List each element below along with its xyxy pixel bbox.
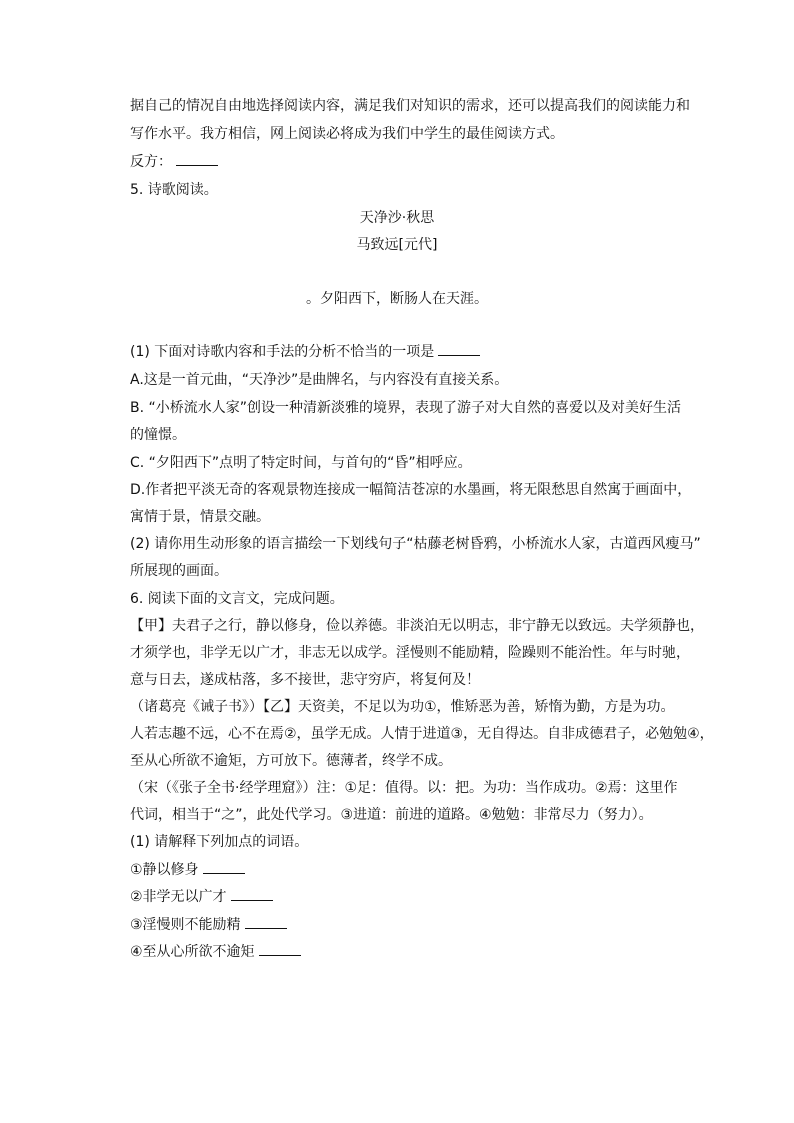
item-text: ②非学无以广才 (130, 889, 227, 905)
question-cont: 所展现的画面。 (130, 563, 228, 579)
passage-line: （诸葛亮《诫子书》）【乙】天资美，不足以为功①，惟矫恶为善，矫惰为勤，方是为功。 (130, 699, 675, 715)
option-d-cont: 寓情于景，情景交融。 (130, 509, 270, 525)
text-line: 据自己的情况自由地选择阅读内容，满足我们对知识的需求，还可以提高我们的阅读能力和 (130, 98, 690, 114)
passage-line: 【甲】夫君子之行，静以修身，俭以养德。非淡泊无以明志，非宁静无以致远。夫学须静也， (130, 618, 704, 634)
item-text: ①静以修身 (130, 862, 199, 878)
item (130, 888, 273, 906)
poem-author: 马致远[元代] (356, 237, 438, 253)
answer-label: 反方： (130, 154, 172, 170)
section-heading: 5. 诗歌阅读。 (130, 182, 218, 198)
section-heading: 6. 阅读下面的文言文，完成问题。 (130, 591, 344, 607)
text-line: 写作水平。我方相信，网上阅读必将成为我们中学生的最佳阅读方式。 (130, 126, 564, 142)
question (130, 343, 480, 361)
answer-blank (259, 943, 301, 956)
poem-line: 。夕阳西下，断肠人在天涯。 (306, 291, 488, 307)
question-text: (1) 下面对诗歌内容和手法的分析不恰当的一项是 (130, 344, 435, 360)
passage-line: 人若志趣不远，心不在焉②，虽学无成。人情于进道③，无自得达。自非成德君子，必勉勉④， (130, 726, 714, 742)
passage-line: 意与日去，遂成枯落，多不接世，悲守穷庐，将复何及！ (130, 672, 480, 688)
answer-blank (438, 343, 480, 356)
answer-blank (245, 916, 287, 929)
option-d: D.作者把平淡无奇的客观景物连接成一幅简洁苍凉的水墨画，将无限愁思自然寓于画面中， (130, 482, 692, 498)
item (130, 916, 287, 934)
option-b: B. “小桥流水人家”创设一种清新淡雅的境界，表现了游子对大自然的喜爱以及对美好生活 (130, 400, 682, 416)
answer-blank (231, 888, 273, 901)
item (130, 943, 301, 961)
question: (1) 请解释下列加点的词语。 (130, 834, 309, 850)
item-text: ④至从心所欲不逾矩 (130, 944, 255, 960)
item (130, 861, 245, 879)
option-c: C. “夕阳西下”点明了特定时间，与首句的“昏”相呼应。 (130, 455, 472, 471)
poem-title: 天净沙·秋思 (359, 210, 435, 226)
answer-blank (176, 153, 218, 166)
note-line: 代词，相当于“之”，此处代学习。③进道：前进的道路。④勉勉：非常尽力（努力）。 (130, 807, 653, 823)
option-b-cont: 的憧憬。 (130, 427, 186, 443)
option-a: A.这是一首元曲，“天净沙”是曲牌名，与内容没有直接关系。 (130, 372, 509, 388)
item-text: ③淫慢则不能励精 (130, 917, 241, 933)
answer-blank (203, 861, 245, 874)
note-line: （宋（《张子全书·经学理窟》）注：①足：值得。以：把。为功：当作成功。②焉：这里作 (130, 780, 678, 796)
passage-line: 至从心所欲不逾矩，方可放下。德薄者，终学不成。 (130, 753, 452, 769)
passage-line: 才须学也，非学无以广才，非志无以成学。淫慢则不能励精，险躁则不能治性。年与时驰， (130, 645, 690, 661)
answer-prompt (130, 153, 218, 171)
question: (2) 请你用生动形象的语言描绘一下划线句子“枯藤老树昏鸦，小桥流水人家，古道西风瘦马” (130, 536, 701, 552)
